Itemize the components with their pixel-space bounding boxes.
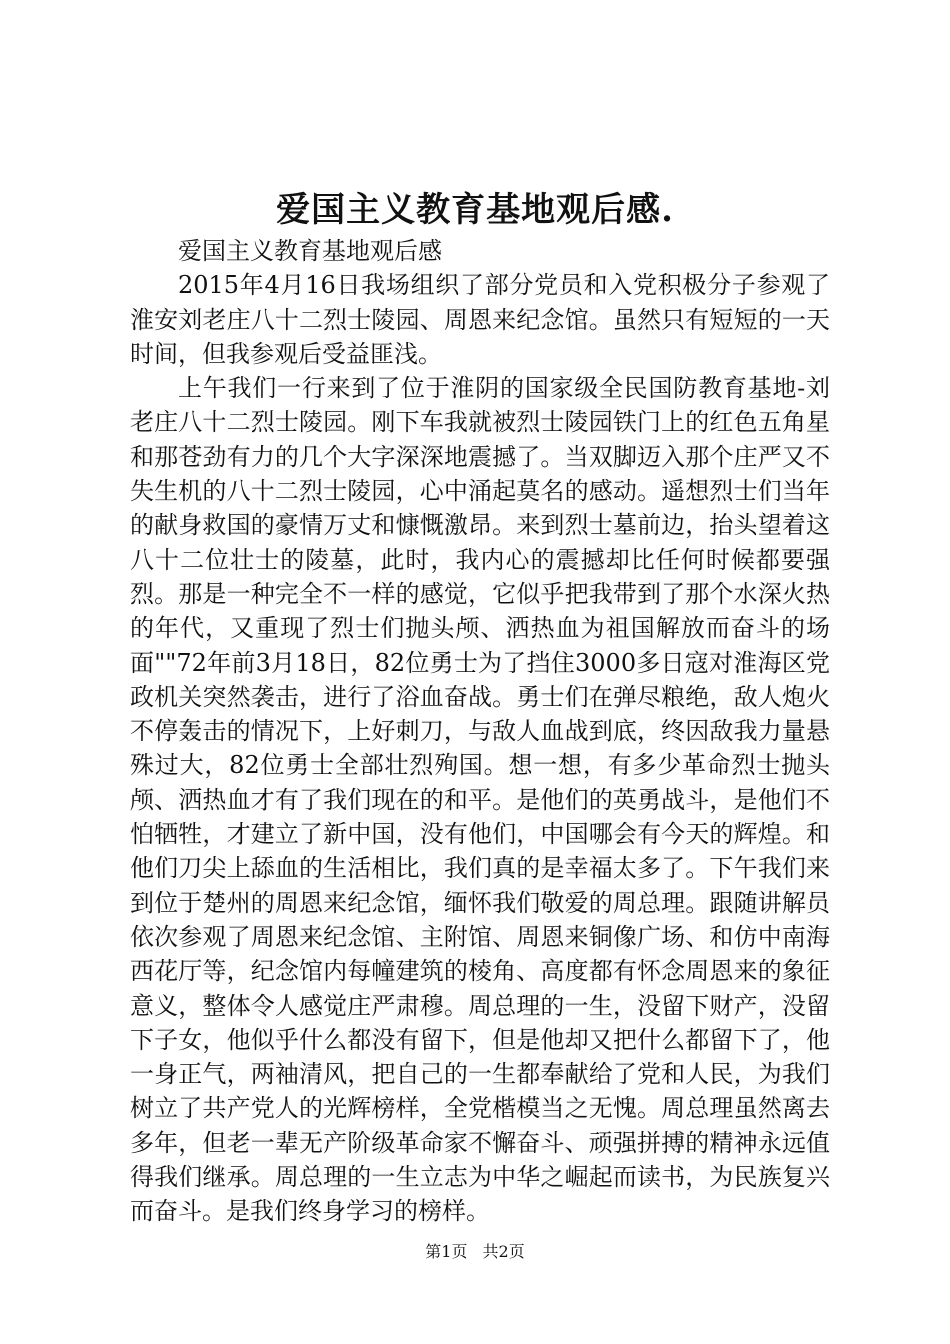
paragraph-main: 上午我们一行来到了位于淮阴的国家级全民国防教育基地-刘老庄八十二烈士陵园。刚下车我就被烈士陵园铁门上的红色五角星和那苍劲有力的几个大字深深地震撼了。当双脚迈入那个庄严又不失生机的八十二烈士陵园，心中涌起莫名的感动。遥想烈士们当年的献身救国的豪情万丈和慷慨激昂。来到烈士墓前边，抬头望着这八十二位壮士的陵墓，此时，我内心的震撼却比任何时候都要强烈。那是一种完全不一样的感觉，它似乎把我带到了那个水深火热的年代，又重现了烈士们抛头颅、洒热血为祖国解放而奋斗的场面""72年前3月18日，82位勇士为了挡住3000多日寇对淮海区党政机关突然袭击，进行了浴血奋战。勇士们在弹尽粮绝，敌人炮火不停轰击的情况下，上好刺刀，与敌人血战到底，终因敌我力量悬殊过大，82位勇士全部壮烈殉国。想一想，有多少革命烈士抛头颅、洒热血才有了我们现在的和平。是他们的英勇战斗，是他们不怕牺牲，才建立了新中国，没有他们，中国哪会有今天的辉煌。和他们刀尖上舔血的生活相比，我们真的是幸福太多了。下午我们来到位于楚州的周恩来纪念馆，缅怀我们敬爱的周总理。跟随讲解员依次参观了周恩来纪念馆、主附馆、周恩来铜像广场、和仿中南海西花厅等，纪念馆内每幢建筑的棱角、高度都有怀念周恩来的象征意义，整体令人感觉庄严肃穆。周总理的一生，没留下财产，没留下子女，他似乎什么都没有留下，但是他却又把什么都留下了，他一身正气，两袖清风，把自己的一生都奉献给了党和人民，为我们树立了共产党人的光辉榜样，全党楷模当之无愧。周总理虽然离去多年，但老一辈无产阶级革命家不懈奋斗、顽强拼搏的精神永远值得我们继承。周总理的一生立志为中华之崛起而读书，为民族复兴而奋斗。是我们终身学习的榜样。 (130, 374, 830, 1226)
document-body (130, 234, 830, 1229)
page-number-current: 第1页 (425, 1242, 468, 1261)
document-title: 爱国主义教育基地观后感. (276, 190, 674, 230)
paragraph-subtitle: 爱国主义教育基地观后感 (178, 237, 442, 265)
page-number-total: 共2页 (482, 1242, 525, 1261)
paragraph-intro: 2015年4月16日我场组织了部分党员和入党积极分子参观了淮安刘老庄八十二烈士陵园、周恩来纪念馆。虽然只有短短的一天时间，但我参观后受益匪浅。 (130, 271, 830, 368)
page-footer (0, 1240, 950, 1264)
